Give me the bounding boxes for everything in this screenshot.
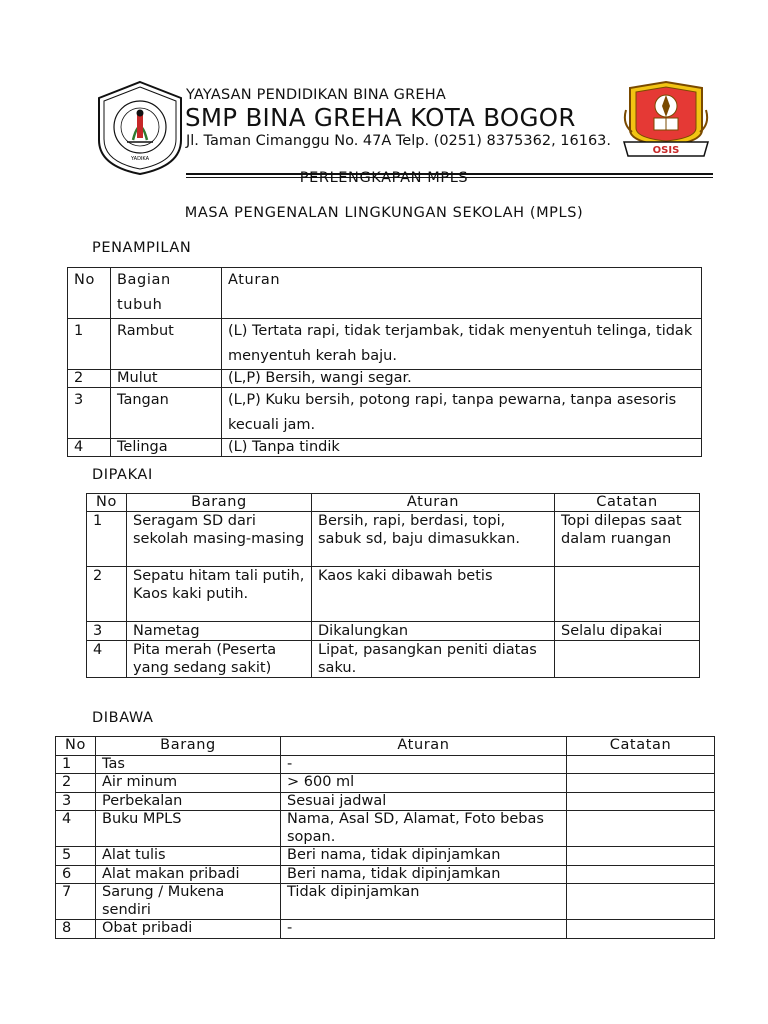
table-cell: Mulut (111, 370, 222, 388)
page-subtitle: MASA PENGENALAN LINGKUNGAN SEKOLAH (MPLS) (184, 205, 584, 221)
table-cell (567, 811, 715, 847)
page-title: PERLENGKAPAN MPLS (299, 170, 469, 186)
table-cell: 2 (56, 774, 96, 793)
table-row (56, 792, 715, 811)
table-cell (567, 920, 715, 939)
table-row (68, 439, 702, 457)
table-row (56, 774, 715, 793)
column-header: Bagian tubuh (111, 268, 222, 319)
table-header-row (87, 494, 700, 512)
table-row (56, 865, 715, 884)
table-row (87, 622, 700, 641)
table-cell: Beri nama, tidak dipinjamkan (281, 847, 567, 866)
table-cell (567, 847, 715, 866)
table-cell (567, 792, 715, 811)
table-cell: Tangan (111, 388, 222, 439)
table-cell: (L,P) Bersih, wangi segar. (222, 370, 702, 388)
table-row (68, 319, 702, 370)
column-header: Barang (127, 494, 312, 512)
table-dibawa (55, 736, 715, 939)
table-cell: Kaos kaki dibawah betis (312, 567, 555, 622)
table-cell (567, 865, 715, 884)
table-cell: 8 (56, 920, 96, 939)
table-cell: (L) Tertata rapi, tidak terjambak, tidak menyentuh telinga, tidak menyentuh kerah baju. (222, 319, 702, 370)
table-cell: - (281, 755, 567, 774)
table-cell: Telinga (111, 439, 222, 457)
svg-text:OSIS: OSIS (652, 145, 680, 156)
table-cell: 2 (87, 567, 127, 622)
table-row (87, 641, 700, 678)
table-cell: Rambut (111, 319, 222, 370)
column-header: Barang (96, 737, 281, 756)
column-header: Catatan (567, 737, 715, 756)
column-header: Catatan (555, 494, 700, 512)
table-cell: Lipat, pasangkan peniti diatas saku. (312, 641, 555, 678)
table-cell: 1 (87, 512, 127, 567)
table-cell: Alat tulis (96, 847, 281, 866)
foundation-name: YAYASAN PENDIDIKAN BINA GREHA (186, 87, 446, 103)
table-cell: 7 (56, 884, 96, 920)
table-cell: 1 (68, 319, 111, 370)
table-penampilan (67, 267, 702, 457)
table-cell: 5 (56, 847, 96, 866)
column-header: No (87, 494, 127, 512)
table-cell: (L) Tanpa tindik (222, 439, 702, 457)
table-cell: Alat makan pribadi (96, 865, 281, 884)
section-heading-dibawa: DIBAWA (92, 710, 154, 726)
table-row (56, 920, 715, 939)
table-row (56, 847, 715, 866)
table-row (56, 884, 715, 920)
table-header-row (56, 737, 715, 756)
table-header-row (68, 268, 702, 319)
table-cell: Beri nama, tidak dipinjamkan (281, 865, 567, 884)
osis-logo (620, 80, 712, 160)
table-cell: Tas (96, 755, 281, 774)
table-cell: Topi dilepas saat dalam ruangan (555, 512, 700, 567)
table-cell: Sesuai jadwal (281, 792, 567, 811)
table-cell: Nametag (127, 622, 312, 641)
table-row (87, 512, 700, 567)
table-cell (555, 567, 700, 622)
table-cell: Dikalungkan (312, 622, 555, 641)
section-heading-dipakai: DIPAKAI (92, 467, 153, 483)
table-cell: 3 (87, 622, 127, 641)
table-cell: 4 (87, 641, 127, 678)
table-cell: Pita merah (Peserta yang sedang sakit) (127, 641, 312, 678)
school-name: SMP BINA GREHA KOTA BOGOR (185, 103, 576, 132)
table-cell: Seragam SD dari sekolah masing-masing (127, 512, 312, 567)
table-cell (555, 641, 700, 678)
svg-text:YADIKA: YADIKA (130, 156, 150, 162)
school-address: Jl. Taman Cimanggu No. 47A Telp. (0251) 8375362, 16163. (186, 133, 612, 149)
column-header: No (56, 737, 96, 756)
table-dipakai (86, 493, 700, 678)
column-header: Aturan (312, 494, 555, 512)
table-row (68, 370, 702, 388)
table-cell: Nama, Asal SD, Alamat, Foto bebas sopan. (281, 811, 567, 847)
table-row (68, 388, 702, 439)
table-cell (567, 774, 715, 793)
table-cell: 4 (68, 439, 111, 457)
table-cell: - (281, 920, 567, 939)
table-cell: 4 (56, 811, 96, 847)
table-cell: Tidak dipinjamkan (281, 884, 567, 920)
column-header: No (68, 268, 111, 319)
table-cell: Perbekalan (96, 792, 281, 811)
table-cell: Air minum (96, 774, 281, 793)
table-cell (567, 884, 715, 920)
table-cell: 2 (68, 370, 111, 388)
table-cell: Buku MPLS (96, 811, 281, 847)
table-cell: Sepatu hitam tali putih, Kaos kaki putih. (127, 567, 312, 622)
table-cell: 6 (56, 865, 96, 884)
table-cell: 3 (56, 792, 96, 811)
table-cell: > 600 ml (281, 774, 567, 793)
table-cell: Sarung / Mukena sendiri (96, 884, 281, 920)
column-header: Aturan (281, 737, 567, 756)
table-row (87, 567, 700, 622)
table-row (56, 811, 715, 847)
table-cell: Obat pribadi (96, 920, 281, 939)
table-cell: 3 (68, 388, 111, 439)
column-header: Aturan (222, 268, 702, 319)
table-cell (567, 755, 715, 774)
table-row (56, 755, 715, 774)
table-cell: (L,P) Kuku bersih, potong rapi, tanpa pewarna, tanpa asesoris kecuali jam. (222, 388, 702, 439)
table-cell: Selalu dipakai (555, 622, 700, 641)
table-cell: 1 (56, 755, 96, 774)
table-cell: Bersih, rapi, berdasi, topi, sabuk sd, baju dimasukkan. (312, 512, 555, 567)
foundation-logo (97, 80, 183, 176)
section-heading-penampilan: PENAMPILAN (92, 240, 192, 256)
